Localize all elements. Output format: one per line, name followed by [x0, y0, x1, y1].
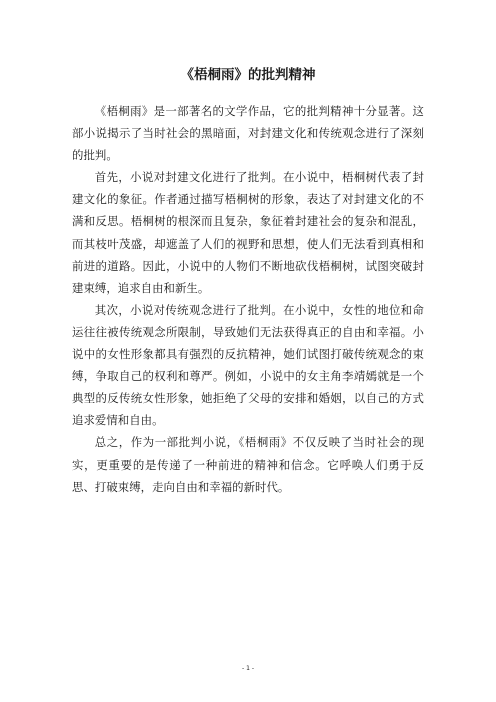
- page-number: - 1 -: [242, 665, 254, 672]
- paragraph-conclusion: 总之，作为一部批判小说，《梧桐雨》不仅反映了当时社会的现实，更重要的是传递了一种前进的精神和信念。它呼唤人们勇于反思、打破束缚，走向自由和幸福的新时代。: [72, 435, 424, 494]
- paragraph-traditional-ideas: 其次，小说对传统观念进行了批判。在小说中，女性的地位和命运往往被传统观念所限制，导致她们无法获得真正的自由和幸福。小说中的女性形象都具有强烈的反抗精神，她们试图打破传统观念的束缚，争取自己的权利和尊严。例如，小说中的女主角李靖嫣就是一个典型的反传统女性形象，她拒绝了父母的安排和婚姻，以自己的方式追求爱情和自由。: [72, 302, 424, 428]
- document-title: 《梧桐雨》的批判精神: [180, 67, 316, 83]
- document-body: [72, 100, 424, 498]
- paragraph-feudal-culture: 首先，小说对封建文化进行了批判。在小说中，梧桐树代表了封建文化的象征。作者通过描写梧桐树的形象，表达了对封建文化的不满和反思。梧桐树的根深而且复杂，象征着封建社会的复杂和混乱，而其枝叶茂盛，却遮盖了人们的视野和思想，使人们无法看到真相和前进的道路。因此，小说中的人物们不断地砍伐梧桐树，试图突破封建束缚，追求自由和新生。: [72, 170, 424, 295]
- paragraph-intro: 《梧桐雨》是一部著名的文学作品，它的批判精神十分显著。这部小说揭示了当时社会的黑暗面，对封建文化和传统观念进行了深刻的批判。: [72, 104, 424, 163]
